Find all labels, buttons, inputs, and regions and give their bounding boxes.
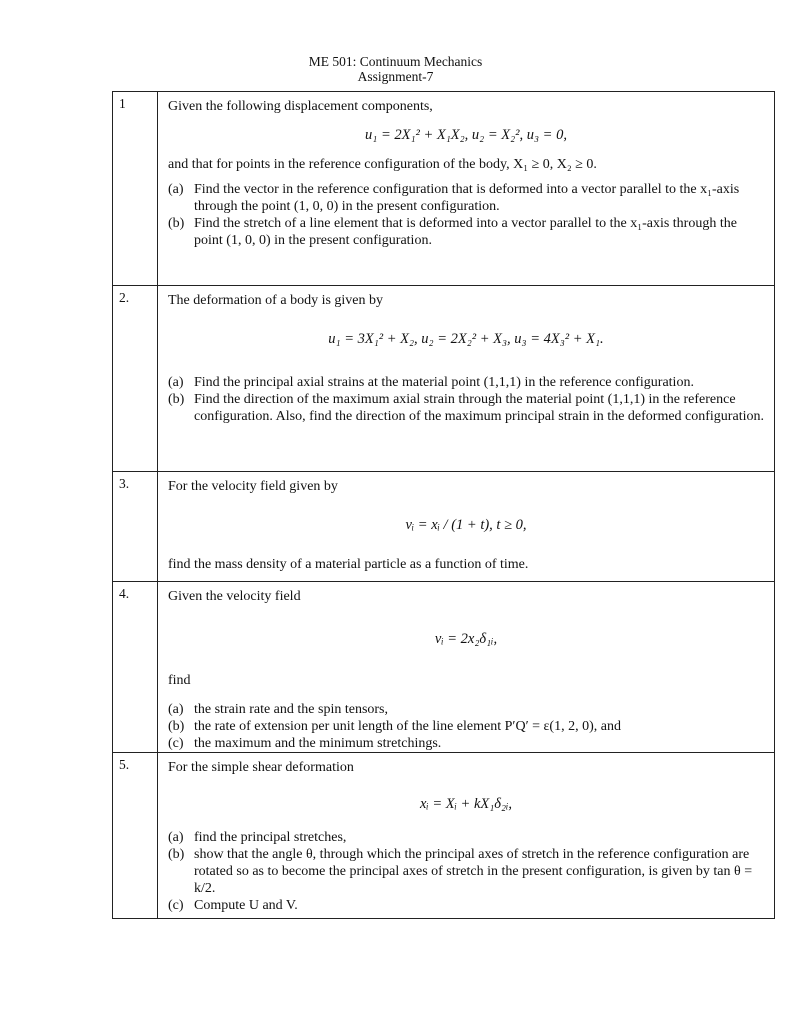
- problem-body: [158, 753, 775, 919]
- problem-number: 3.: [113, 472, 158, 582]
- problem-intro: Given the velocity field: [168, 589, 301, 604]
- part-label: (a): [168, 182, 184, 197]
- document-header: [0, 54, 791, 84]
- problem-equation: xᵢ = Xᵢ + kX₁δ₂ᵢ,: [420, 796, 512, 812]
- problem-number: 5.: [113, 753, 158, 919]
- part-text: the strain rate and the spin tensors,: [194, 702, 389, 717]
- problems-table: [112, 91, 775, 919]
- part-label: (b): [168, 719, 185, 734]
- problem-parts: [168, 374, 764, 425]
- problem-body: [158, 472, 775, 582]
- problem-part: [168, 735, 764, 752]
- problem-row-2: [113, 286, 775, 472]
- problem-part: [168, 701, 764, 718]
- part-label: (c): [168, 898, 184, 913]
- problem-part: [168, 718, 764, 735]
- part-label: (b): [168, 847, 185, 862]
- problem-number: 4.: [113, 582, 158, 753]
- part-text: the rate of extension per unit length of the line element P′Q′ = ε(1, 2, 0), and: [194, 719, 621, 734]
- problem-text: find: [168, 673, 191, 688]
- problem-intro: For the simple shear deformation: [168, 760, 354, 775]
- part-label: (a): [168, 702, 184, 717]
- problem-text: find the mass density of a material particle as a function of time.: [168, 557, 529, 572]
- problem-part: [168, 846, 764, 897]
- problem-equation: u₁ = 2X₁² + X₁X₂, u₂ = X₂², u₃ = 0,: [365, 127, 567, 143]
- problem-body: [158, 286, 775, 472]
- problem-row-1: [113, 92, 775, 286]
- problem-intro: For the velocity field given by: [168, 479, 338, 494]
- part-text: Find the direction of the maximum axial strain through the material point (1,1,1) in the reference configuration. Also, find the direction of the maximum principal strain in the deformed configuration.: [194, 392, 764, 424]
- course-title: ME 501: Continuum Mechanics: [308, 54, 483, 69]
- problem-row-4: [113, 582, 775, 753]
- part-text: find the principal stretches,: [194, 830, 347, 845]
- problem-number: 2.: [113, 286, 158, 472]
- problem-parts: [168, 829, 764, 914]
- problem-intro: The deformation of a body is given by: [168, 293, 384, 308]
- part-text: Find the vector in the reference configuration that is deformed into a vector parallel to the x₁-axis through the point (1, 0, 0) in the present configuration.: [194, 182, 740, 214]
- problem-part: [168, 897, 764, 914]
- problem-intro: Given the following displacement components,: [168, 99, 433, 114]
- problem-equation: vᵢ = 2x₂δ₁ᵢ,: [434, 631, 498, 647]
- problem-part: [168, 391, 764, 425]
- problem-row-5: [113, 753, 775, 919]
- problem-parts: [168, 181, 764, 249]
- part-text: Find the stretch of a line element that is deformed into a vector parallel to the x₁-axis through the point (1, 0, 0) in the present configuration.: [194, 216, 737, 248]
- part-label: (b): [168, 216, 185, 231]
- problem-part: [168, 215, 764, 249]
- part-text: Compute U and V.: [194, 898, 298, 913]
- part-label: (a): [168, 830, 184, 845]
- problem-equation: vᵢ = xᵢ / (1 + t), t ≥ 0,: [405, 517, 527, 533]
- problem-part: [168, 181, 764, 215]
- problem-text: and that for points in the reference configuration of the body, X₁ ≥ 0, X₂ ≥ 0.: [168, 157, 597, 172]
- part-text: show that the angle θ, through which the principal axes of stretch in the reference configuration are rotated so as to become the principal axes of stretch in the present configuration, is given by tan θ = k/2.: [194, 847, 753, 896]
- assignment-title: Assignment-7: [357, 69, 434, 84]
- part-text: the maximum and the minimum stretchings.: [194, 736, 442, 751]
- problem-body: [158, 92, 775, 286]
- problem-parts: [168, 701, 764, 752]
- part-label: (b): [168, 392, 185, 407]
- problem-number: 1: [113, 92, 158, 286]
- problem-row-3: [113, 472, 775, 582]
- problem-part: [168, 829, 764, 846]
- problem-part: [168, 374, 764, 391]
- problem-equation: u₁ = 3X₁² + X₂, u₂ = 2X₂² + X₃, u₃ = 4X₃² + X₁.: [328, 331, 604, 347]
- part-label: (c): [168, 736, 184, 751]
- part-text: Find the principal axial strains at the material point (1,1,1) in the reference configuration.: [194, 375, 694, 390]
- problem-body: [158, 582, 775, 753]
- part-label: (a): [168, 375, 184, 390]
